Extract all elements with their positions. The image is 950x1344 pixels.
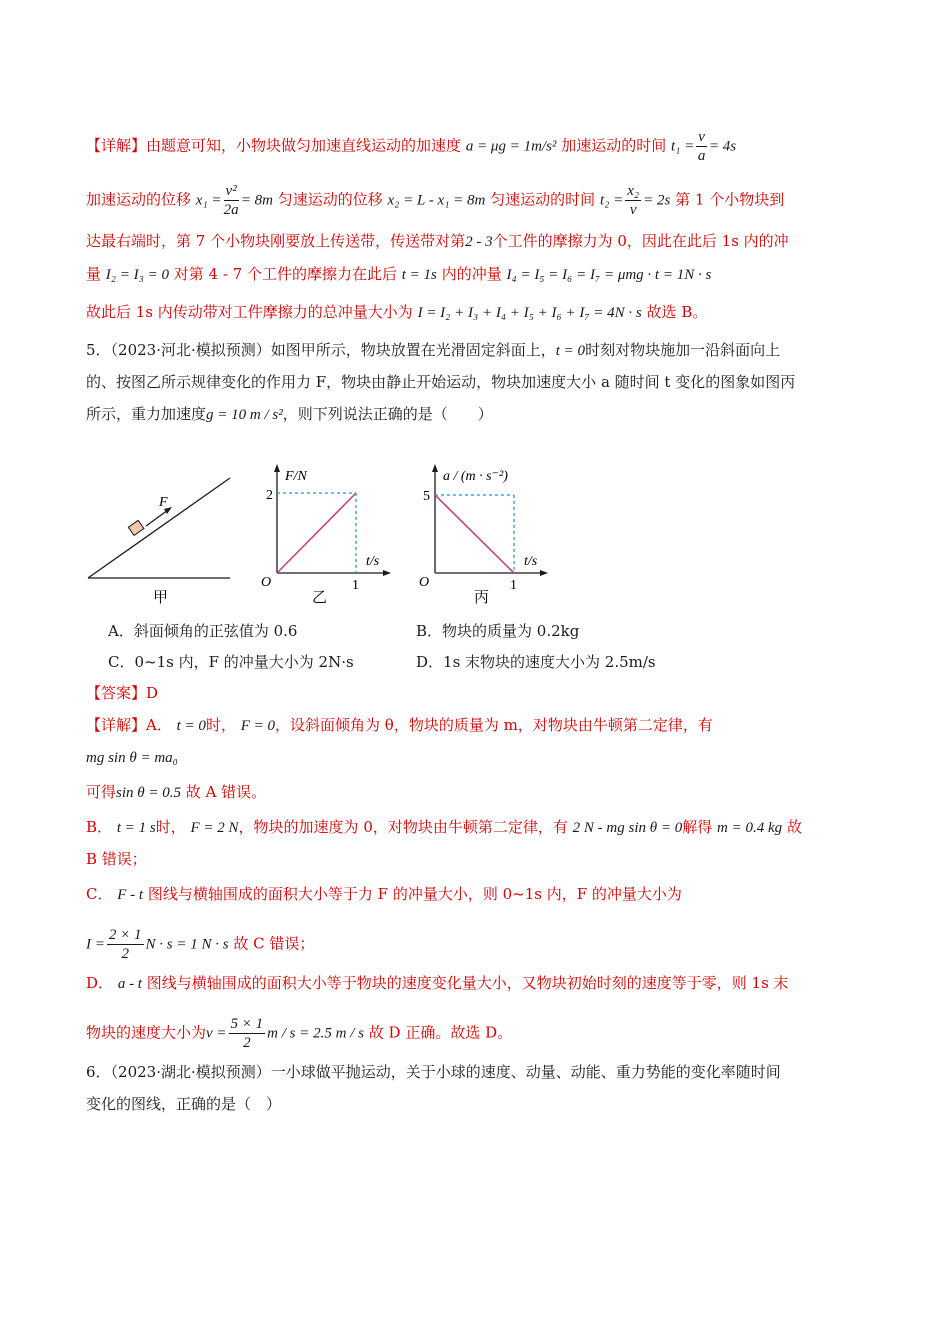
answer-value: D: [146, 684, 159, 702]
p4-detail-line-1: [86, 128, 736, 165]
detail-text: 时，: [205, 716, 236, 734]
detail-a-line-1: [86, 714, 713, 737]
detail-a-line-3: [86, 781, 266, 804]
detail-text: B 错误；: [86, 850, 147, 868]
y-label: F/N: [285, 469, 307, 484]
fraction: $\frac{\text{v²}}{2a}$: [223, 183, 239, 218]
detail-text: 图线与横轴围成的面积大小等于力 F 的冲量大小，则 0~1s 内，F 的冲量大小为: [147, 885, 682, 903]
equation: N · s = 1 N · s: [145, 936, 229, 953]
equation: mg sin θ = ma₀: [86, 750, 178, 766]
p4-text: 内的冲量: [441, 265, 502, 283]
p4-text: 故选 B。: [646, 303, 708, 321]
equation: sin θ = 0.5: [116, 785, 182, 801]
p4-text: 量: [86, 265, 102, 283]
equation: t = 1s: [401, 267, 437, 283]
f-t-graph: [261, 464, 391, 606]
equation: t = 0: [176, 718, 206, 734]
equation: x₂ = L - x₁ = 8m: [387, 192, 486, 209]
p4-text: 加速运动的位移: [86, 190, 192, 209]
x-arrowhead: [540, 570, 548, 576]
q5-stem-line-3: [86, 403, 493, 426]
q6-stem-text: 6．（2023·湖北·模拟预测）一小球做平抛运动，关于小球的速度、动量、动能、重力势能的变化率随时间: [86, 1063, 781, 1081]
detail-c-line-2: [86, 926, 314, 963]
equation: t = 0: [555, 343, 586, 359]
q6-stem-line-1: [86, 1061, 781, 1083]
detail-d-line-2: [86, 1015, 512, 1052]
equation: = 4s: [708, 138, 737, 155]
y-tick: 2: [266, 488, 273, 503]
detail-text: 时，: [155, 818, 186, 836]
p4-detail-line-4: [86, 263, 711, 286]
p4-text: 匀速运动的位移: [277, 190, 383, 209]
q6-stem-line-2: [86, 1093, 281, 1115]
detail-b-line-2: [86, 848, 147, 870]
answer-line: [86, 682, 158, 704]
q5-stem-text: 5．（2023·河北·模拟预测）如图甲所示，物块放置在光滑固定斜面上，: [86, 341, 556, 359]
p4-text: 故此后 1s 内传动带对工件摩擦力的总冲量大小为: [86, 303, 413, 321]
equation: a = μg = 1m/s²: [465, 138, 557, 155]
detail-a-line-2: [86, 746, 178, 769]
detail-text: 故: [786, 818, 802, 836]
equation: 2 N - mg sin θ = 0: [572, 820, 683, 836]
p4-detail-line-5: [86, 301, 707, 324]
q5-stem-line-2: [86, 371, 795, 393]
equation: 2 - 3: [465, 234, 493, 250]
q6-stem-text: 变化的图线，正确的是（ ）: [86, 1095, 282, 1113]
p4-text: 对第 4 - 7 个工件的摩擦力在此后: [173, 265, 397, 283]
x-label: t/s: [366, 554, 380, 569]
equation: I =: [86, 936, 105, 953]
detail-text: ，设斜面倾角为 θ，物块的质量为 m，对物块由牛顿第二定律，有: [275, 716, 713, 734]
p4-text: 个工件的摩擦力为 0，因此在此后 1s 内的冲: [492, 232, 789, 250]
y-label: a / (m · s⁻²): [443, 469, 508, 484]
q5-stem-text: 所示，重力加速度: [86, 405, 207, 423]
equation: F = 2 N: [190, 820, 239, 836]
detail-text: 可得: [86, 783, 117, 801]
fraction: $\frac{5 \times 1}{2}$: [230, 1016, 264, 1051]
equation: I = I₂ + I₃ + I₄ + I₅ + I₆ + I₇ = 4N · s: [417, 305, 642, 321]
y-arrowhead: [432, 464, 438, 472]
equation: t₁ =: [671, 138, 695, 155]
fraction: $\frac{\text{x₂}}{v}$: [627, 183, 640, 218]
option-b[interactable]: B．物块的质量为 0.2kg: [416, 622, 580, 640]
detail-text: 图线与横轴围成的面积大小等于物块的速度变化量大小，又物块初始时刻的速度等于零，则 1s 末: [146, 974, 789, 992]
x-tick: 1: [352, 578, 359, 593]
p4-text: 达最右端时，第 7 个小物块刚要放上传送带，传送带对第: [86, 232, 466, 250]
detail-text: 物块的速度大小为: [86, 1023, 207, 1042]
a-t-graph: [419, 464, 548, 606]
x-arrowhead: [383, 570, 391, 576]
equation: F = 0: [240, 718, 276, 734]
equation: F - t: [117, 887, 144, 903]
a-line: [435, 495, 514, 573]
block: [128, 520, 144, 535]
equation: t = 1 s: [116, 820, 156, 836]
q5-stem-line-1: [86, 339, 780, 362]
y-tick: 5: [423, 489, 430, 504]
p4-text: 由题意可知，小物块做匀加速直线运动的加速度: [146, 136, 462, 155]
detail-label: 【详解】: [86, 136, 147, 155]
option-c[interactable]: C．0~1s 内，F 的冲量大小为 2N·s: [108, 653, 354, 671]
detail-text: 故 D 正确。故选 D。: [368, 1023, 513, 1042]
option-a[interactable]: A．斜面倾角的正弦值为 0.6: [108, 622, 298, 640]
caption-jia: 甲: [153, 590, 169, 606]
detail-c-line-1: [86, 883, 682, 906]
equation: v =: [206, 1025, 227, 1042]
equation: a - t: [117, 976, 142, 992]
detail-text: 解得: [682, 818, 713, 836]
p4-text: 第 1 个小物块到: [675, 190, 785, 209]
detail-text: D．: [86, 974, 114, 992]
p4-text: 匀速运动的时间: [490, 190, 596, 209]
detail-label: 【详解】: [86, 716, 147, 734]
q5-figure: [80, 458, 550, 608]
detail-text: 故 A 错误。: [185, 783, 267, 801]
origin: O: [261, 575, 272, 590]
fraction: $\frac{2 \times 1}{2}$: [108, 927, 142, 962]
option-d[interactable]: D．1s 末物块的速度大小为 2.5m/s: [416, 653, 656, 671]
incline-slope: [88, 478, 230, 578]
origin: O: [419, 575, 430, 590]
detail-text: C．: [86, 885, 113, 903]
q5-stem-text: 的、按图乙所示规律变化的作用力 F，物块由静止开始运动，物块加速度大小 a 随时间 t 变化的图象如图丙: [86, 373, 796, 391]
q5-stem-text: 时刻对物块施加一沿斜面向上: [585, 341, 781, 359]
p4-text: 加速运动的时间: [561, 136, 667, 155]
equation: t₂ =: [599, 192, 624, 209]
incline-diagram: [88, 478, 230, 606]
equation: x₁ =: [195, 192, 222, 209]
p4-detail-line-3: [86, 230, 789, 253]
equation: m / s = 2.5 m / s: [267, 1025, 364, 1042]
x-tick: 1: [510, 578, 517, 593]
equation: I₄ = I₅ = I₆ = I₇ = μmg · t = 1N · s: [506, 267, 712, 283]
detail-text: 故 C 错误；: [233, 934, 315, 953]
f-line: [277, 493, 356, 573]
p4-detail-line-2: [86, 182, 784, 219]
q5-stem-text: ，则下列说法正确的是（ ）: [282, 405, 493, 423]
detail-b-line-1: [86, 816, 802, 839]
fraction: $\frac{v}{a}$: [697, 129, 706, 164]
force-label: F: [159, 495, 168, 510]
detail-text: ，物块的加速度为 0，对物块由牛顿第二定律，有: [238, 818, 568, 836]
detail-d-line-1: [86, 972, 789, 995]
equation: I₂ = I₃ = 0: [105, 267, 169, 283]
answer-label: 【答案】: [86, 684, 147, 702]
y-arrowhead: [274, 464, 280, 472]
caption-bing: 丙: [474, 590, 490, 606]
caption-yi: 乙: [312, 590, 328, 606]
equation: g = 10 m / s²: [206, 407, 283, 423]
detail-text: A．: [146, 716, 172, 734]
equation: m = 0.4 kg: [717, 820, 783, 836]
equation: = 8m: [240, 192, 273, 209]
equation: = 2s: [643, 192, 671, 209]
x-label: t/s: [524, 554, 538, 569]
detail-text: B．: [86, 818, 113, 836]
